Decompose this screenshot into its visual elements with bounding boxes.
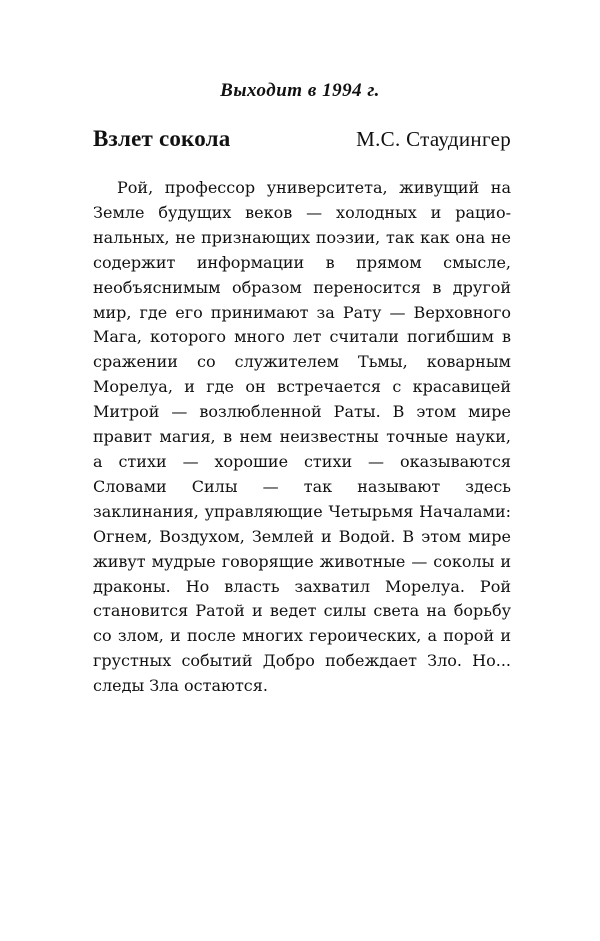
release-note: Выходит в 1994 г. bbox=[220, 80, 380, 101]
book-title: Взлет сокола bbox=[93, 126, 231, 151]
book-author: М.С. Стаудингер bbox=[356, 127, 511, 151]
book-description: Рой, профессор университета, живущий на Земле будущих веков — холодных и рациональных, не признающих поэзии, так как она не содержит информации в прямом смысле, необъяснимым образом переносится в другой мир, где его принимают за Рату — Верховного Мага, которого много лет считали погибшим в сражении со служителем Тьмы, коварным Морелуа, и где он встречается с красавицей Митрой — возлюбленной Раты. В этом мире правит магия, в нем неизвестны точные науки, а стихи — хорошие стихи — оказываются Словами Силы — так называют здесь заклинания, управляющие Четырьмя Началами: Огнем, Воздухом, Землей и Водой. В этом мире живут мудрые говорящие животные — соколы и драконы. Но власть захватил Морелуа. Рой становится Ратой и ведет силы света на борьбу со злом, и после многих героических, а порой и грустных событий Добро побеждает Зло. Но... следы Зла остаются. bbox=[93, 178, 511, 696]
title-row bbox=[93, 126, 511, 156]
